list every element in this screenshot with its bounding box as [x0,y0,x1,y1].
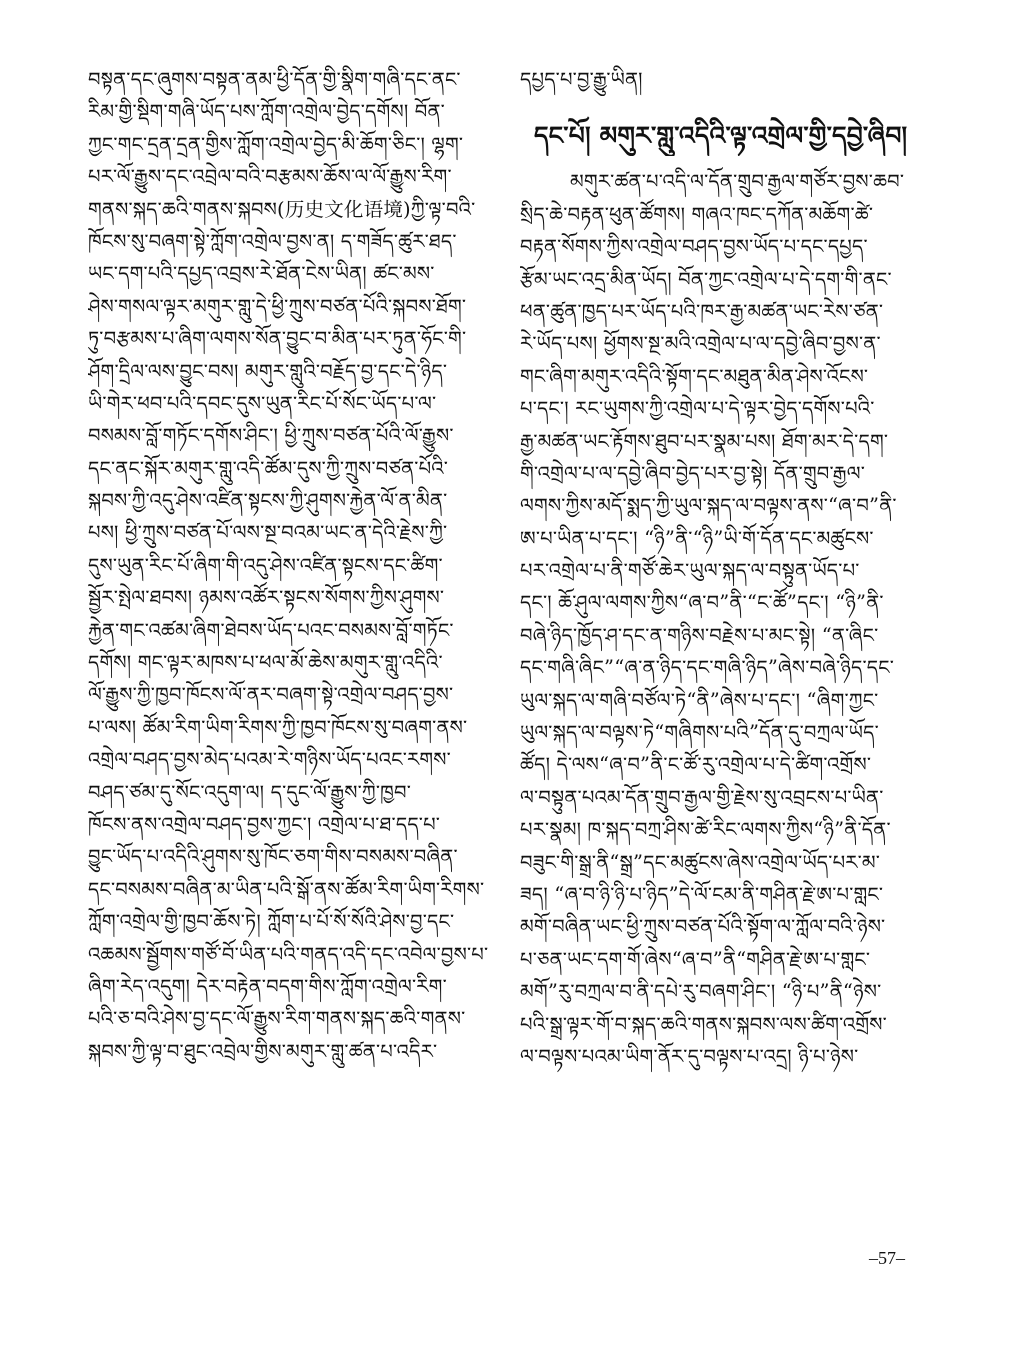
body-line: ཡུལ་སྐད་ལ་བལྟས་ཏེ“གཞིགས་པའི”དོན་དུ་བཀྲལ་ཡོད་ [520,721,879,745]
body-line: ཨ་པ་ཡིན་པ་དང་། “ཉི”ནི་“ཉི”ཡི་གོ་དོན་དང་མཚུངས་ [520,526,874,550]
body-line: པ་ལས། ཚོམ་རིག་ཡིག་རིགས་ཀྱི་ཁྱབ་ཁོངས་སུ་བཞག་ནས་ [88,715,468,739]
body-line: རྒྱ་མཚན་ཡང་རྟོགས་ཐུབ་པར་སྣམ་པས། ཐོག་མར་དེ་དག་ [520,429,889,453]
body-line: ལ་བལྟས་པའམ་ཡིག་ནོར་དུ་བལྟས་པ་འདྲ། ཉི་པ་ཉེས་ [520,1044,859,1068]
body-line: སྐབས་ཀྱི་འདུ་ཤེས་འཛིན་སྟངས་ཀྱི་ཤུགས་རྐྱེན་ལོ་ན་མིན་ [88,489,448,513]
body-line: མགོ་བཞིན་ཡང་ཕྱི་ཀྲུས་བཙན་པོའི་སྟོག་ལ་ཀློལ་བའི་ཉེས་ [520,915,886,939]
body-line: རེ་ཡོད་པས། ཕྱོགས་སྔ་མའི་འགྲེལ་པ་ལ་དབྱེ་ཞིབ་བྱས་ན་ [520,332,881,356]
body-line: བསྟན་དང་ཞུགས་བསྟན་ནམ་ཕྱི་དོན་གྱི་སྣིག་གཞི་དང་ནང་ [88,68,461,91]
body-line: དང་། ཆོ་ཤུལ་ལགས་ཀྱིས“ཞ་བ”ནི་“ང་ཚོ”དང་། “ཉི”ནི་ [520,591,884,615]
body-line: ཀློག་འགྲེལ་གྱི་ཁྱབ་ཆོས་ཏེ། ཀློག་པ་པོ་སོ་སོའི་ཤེས་བྱ་དང་ [88,910,455,934]
body-line: སྐབས་ཀྱི་ལྟ་བ་ཐུང་འབྲེལ་གྱིས་མགུར་གླུ་ཚན་པ་འདིར་ [88,1039,438,1063]
body-line: ཡང་དག་པའི་དཔྱད་འབྲས་རེ་ཐོན་ངེས་ཡིན། ཚང་མས་ [88,262,435,286]
body-line: རྐྱེན་གང་འཚམ་ཞིག་ཐེབས་ཡོད་པའང་བསམས་བློ་གཏོང་ [88,618,454,642]
body-line: ཕན་ཚུན་ཁྱད་པར་ཡོད་པའི་ཁར་རྒྱ་མཚན་ཡང་རེས་ཙན་ [520,299,884,323]
body-line: ལོ་རྒྱུས་ཀྱི་ཁྱབ་ཁོངས་ལོ་ནར་བཞག་སྟེ་འགྲེལ་བཤད་བྱས་ [88,683,454,707]
body-line: རྩོམ་ཡང་འདྲ་མིན་ཡོད། བོན་ཀྱང་འགྲེལ་པ་དེ་དག་གི་ནང་ [520,267,892,291]
body-line: ཞིག་རེད་འདུག། དེར་བརྟེན་བདག་གིས་ཀློག་འགྲེལ་རིག་ [88,974,447,998]
body-line: ཁོངས་ནས་འགྲེལ་བཤད་བྱས་ཀྱང་། འགྲེལ་པ་ཐ་དད་པ་ [88,812,441,836]
body-line: དུས་ཡུན་རིང་པོ་ཞིག་གི་འདུ་ཤེས་འཛིན་སྟངས་དང་ཚིག་ [88,553,443,577]
body-line: སྦྱོར་སྤེལ་ཐབས། ཉམས་འཚོར་སྟངས་སོགས་ཀྱིས་ཤུགས་ [88,586,445,610]
body-line: ཡི་གེར་ཕབ་པའི་དབང་དུས་ཡུན་རིང་པོ་སོང་ཡོད་པ་ལ་ [88,391,437,415]
body-line: ཚོད། དེ་ལས“ཞ་བ”ནི་ང་ཚོ་རུ་འགྲེལ་པ་དེ་ཚིག་འགྲོས་ [520,753,872,777]
body-line: པ་དང་། རང་ཡུགས་ཀྱི་འགྲེལ་པ་དེ་ལྟར་བྱེད་དགོས་པའི་ [520,397,875,421]
body-line: བཟུང་གི་སྒྲ་ནི“སྒྲ”དང་མཚུངས་ཞེས་འགྲེལ་ཡོད་པར་མ་ [520,850,881,874]
body-line: པར་འགྲེལ་པ་ནི་གཙོ་ཆེར་ཡུལ་སྐད་ལ་བསྟུན་ཡོད་པ་ [520,559,860,583]
body-line: ཏུ་བརྩམས་པ་ཞིག་ལགས་སོན་བྱུང་བ་མིན་པར་ཏུན་ཧོང་གི་ [88,327,467,351]
body-line: ཁོངས་སུ་བཞག་སྟེ་ཀློག་འགྲེལ་བྱས་ན། ད་གཟོད་ཚུར་ཐད་ [88,229,457,253]
body-line: བརྟན་སོགས་ཀྱིས་འགྲེལ་བཤད་བྱས་ཡོད་པ་དང་དཔྱད་ [520,235,868,259]
body-line: བསམས་བློ་གཏོང་དགོས་ཤིང་། ཕྱི་ཀྲུས་བཙན་པོའི་ལོ་རྒྱུས་ [88,424,454,448]
right-column [520,64,922,1073]
body-line: དགོས། གང་ལྟར་མཁས་པ་ཕལ་མོ་ཆེས་མགུར་གླུ་འདིའི་ [88,651,443,675]
continuation-line: དཔྱད་པ་བྱ་རྒྱུ་ཡིན། [520,68,643,91]
body-line: དང་ནང་སྐོར་མགུར་གླུ་འདི་ཚོམ་དུས་ཀྱི་ཀྲུས་བཙན་པོའི་ [88,456,449,480]
body-line: པའི་སྒྲ་ལྟར་གོ་བ་སྐད་ཆའི་གནས་སྐབས་ལས་ཚིག་འགྲོས་ [520,1012,887,1036]
body-line: འཆམས་སྦྱོགས་གཙོ་བོ་ཡིན་པའི་གནད་འདི་དང་འབེལ་བྱས་པ་ [88,942,489,966]
section-heading: དང་པོ། མགུར་གླུ་འདིའི་ལྟ་འགྲེལ་གྱི་དབྱེ་ཞིབ། [534,121,908,151]
body-line: མགུར་ཚན་པ་འདི་ལ་དོན་གྲུབ་རྒྱལ་གཙོར་བྱས་ཆབ་ [570,170,905,194]
body-line: ལགས་ཀྱིས་མདོ་སྨད་ཀྱི་ཡུལ་སྐད་ལ་བལྟས་ནས་“ཞ་བ”ནི་ [520,494,897,518]
body-line: པ་ཅན་ཡང་དག་གོ་ཞེས“ཞ་བ”ནི“གཤིན་རྗེ་ཨ་པ་གླང་ [520,947,871,971]
body-line: ཀྱང་གང་དྲན་དྲན་གྱིས་ཀློག་འགྲེལ་བྱེད་མི་ཆོག་ཅིང་། ལྷག་ [88,132,464,156]
body-line: པའི་ཅ་བའི་ཤེས་བྱ་དང་ལོ་རྒྱུས་རིག་གནས་སྐད་ཆའི་གནས་ [88,1007,466,1031]
body-line: བྱུང་ཡོད་པ་འདིའི་ཤུགས་སུ་ཁོང་ཅག་གིས་བསམས་བཞིན་ [88,845,458,869]
body-line: ཡུལ་སྐད་ལ་གཞི་བཙོལ་ཏེ“ནི”ཞེས་པ་དང་། “ཞིག་ཀྱང་ [520,688,879,712]
left-column [88,64,490,1068]
body-line: པར་སྣམ། ཁ་སྐད་བཀྲ་ཤིས་ཚེ་རིང་ལགས་ཀྱིས“ཉི”ནི་དོན་ [520,818,891,842]
body-line: རིམ་གྱི་སྡིག་གཞི་ཡོད་པས་ཀློག་འགྲེལ་བྱེད་དགོས། བོན་ [88,100,445,124]
body-line: གི་འགྲེལ་པ་ལ་དབྱེ་ཞིབ་བྱེད་པར་བྱ་སྟེ། དོན་གྲུབ་རྒྱལ་ [520,461,865,485]
body-line: བཤད་ཙམ་དུ་སོང་འདུག་ལ། ད་དུང་ལོ་རྒྱུས་ཀྱི་ཁྱབ་ [88,780,411,804]
body-line: གང་ཞིག་མགུར་འདིའི་སྟོག་དང་མཐུན་མིན་ཤེས་འོངས་ [520,364,869,388]
body-line: དང་གཞི་ཞིང”“ཞ་ན་ཉིད་དང་གཞི་ཉིད”ཞེས་བཞེ་ཉིད་དང་ [520,656,895,680]
body-line: ཟད། “ཞ་བ་ཉི་ཉི་པ་ཉིད”དེ་ལོ་ངམ་ནི་གཤིན་རྗེ་ཨ་པ་གླང་ [520,882,884,906]
body-line: ཤེས་གསལ་ལྟར་མགུར་གླུ་དེ་ཕྱི་ཀྲུས་བཙན་པོའི་སྐབས་ཐོག་ [88,294,467,318]
body-line: མགོ”རུ་བཀྲལ་བ་ནི་དཔེ་རུ་བཞག་ཤིང་། “ཉི་པ”ནི“ཉེས་ [520,980,882,1004]
body-line: གནས་སྐད་ཆའི་གནས་སྐབས(历史文化语境)ཀྱི་ལྟ་བའི་ [88,197,476,221]
body-line: ཤོག་དྲིལ་ལས་བྱུང་བས། མགུར་གླུའི་བརྗོད་བྱ་དང་དེ་ཉིད་ [88,359,448,383]
body-line: པར་ལོ་རྒྱུས་དང་འབྲེལ་བའི་བརྩམས་ཆོས་ལ་ལོ་རྒྱུས་རིག་ [88,165,452,189]
body-line: པས། ཕྱི་ཀྲུས་བཙན་པོ་ལས་སྔ་བའམ་ཡང་ན་དེའི་རྗེས་ཀྱི་ [88,521,448,545]
page-number: –57– [869,1248,905,1268]
body-line: བཞེ་ཉིད་ཁྱོད་ཤ་དང་ན་གཉིས་བརྗེས་པ་མང་སྟེ། “ན་ཞིང་ [520,623,879,647]
body-line: ལ་བསྟུན་པའམ་དོན་གྲུབ་རྒྱལ་གྱི་རྗེས་སུ་འབྲངས་པ་ཡིན་ [520,785,884,809]
body-line: སྲིད་ཆེ་བརྟན་ཕུན་ཚོགས། གཞའ་ཁང་དཀོན་མཆོག་ཚེ་ [520,202,874,226]
body-line: དང་བསམས་བཞིན་མ་ཡིན་པའི་སྒོ་ནས་ཚོམ་རིག་ཡིག་རིགས་ [88,877,485,901]
body-line: འགྲེལ་བཤད་བྱས་མེད་པའམ་རེ་གཉིས་ཡོད་པའང་རགས་ [88,748,451,772]
